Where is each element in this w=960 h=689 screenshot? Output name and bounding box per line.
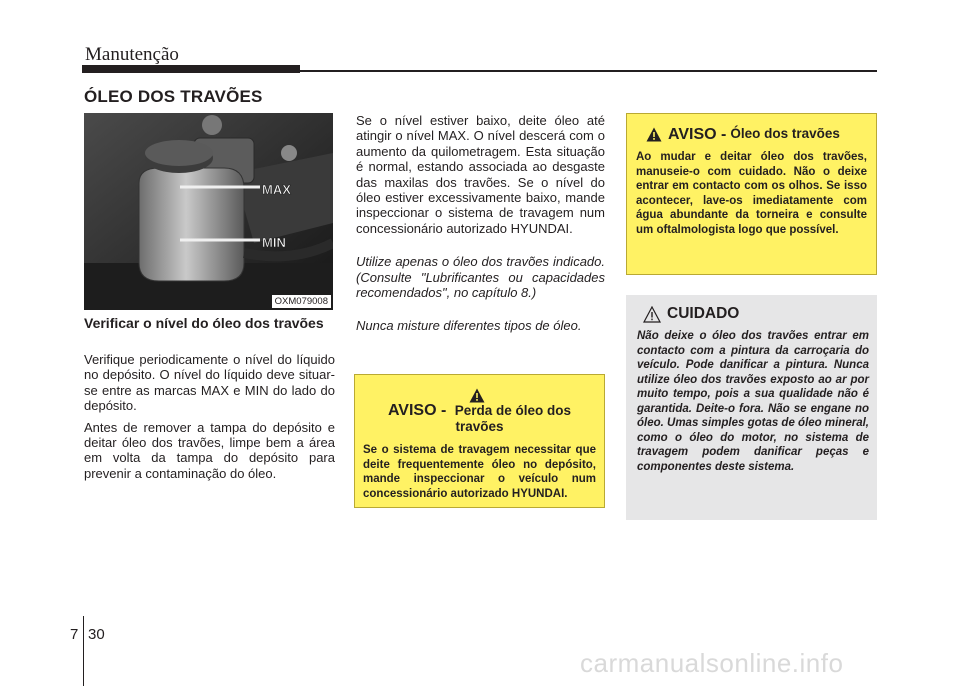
caution-box (626, 295, 877, 520)
warning-text: Ao mudar e deitar óleo dos travões, manuseie-o com cuidado. Não o deixe entrar em contacto com os olhos. Se isso acontecer, lave-os imediatamente com água abundante da torneira e consulte um oftalmologista logo que possível. (636, 151, 867, 236)
subheading: Verificar o nível do óleo dos travões (84, 315, 324, 331)
column-1-text (84, 352, 335, 487)
warning-icon (646, 127, 662, 142)
header-rule (300, 70, 877, 72)
warning-box-brake-fluid (626, 113, 877, 275)
header-bar (82, 65, 300, 73)
paragraph-italic: Utilize apenas o óleo dos travões indicado. (Consulte "Lubrificantes ou capacidades recomendados", no capítulo 8.) (356, 254, 605, 301)
paragraph: Antes de remover a tampa do depósito e deitar óleo dos travões, limpe bem a área em volta da tampa do depósito para prevenir a contaminação do óleo. (84, 419, 335, 481)
caution-heading (637, 305, 869, 323)
paragraph: Verifique periodicamente o nível do líquido no depósito. O nível do líquido deve situar-se entre as marcas MAX e MIN do lado do depósito. (84, 352, 335, 414)
caution-text: Não deixe o óleo dos travões entrar em contacto com a pintura da carroçaria do veículo. Pode danificar a pintura. Nunca utilize óleo dos travões exposto ao ar por muito tempo, pois a sua qualidade não é garantida. Deite-o fora. Não se engane no óleo. Umas simples gotas de óleo mineral, como o óleo do motor, no sistema de travagem podem danificar peças e componentes deste sistema. (637, 330, 869, 473)
watermark: carmanualsonline.info (580, 648, 844, 678)
footer-divider (83, 616, 84, 686)
paragraph-italic: Nunca misture diferentes tipos de óleo. (356, 318, 582, 334)
reservoir-illustration (84, 113, 333, 310)
running-header: Manutenção (85, 44, 179, 65)
column-2-text (356, 113, 605, 340)
section-title: ÓLEO DOS TRAVÕES (84, 87, 263, 106)
warning-text: Se o sistema de travagem necessitar que deite frequentemente óleo no depósito, mande inspeccionar o veículo num concessionário autorizado HYUNDAI. (363, 444, 596, 500)
warning-label: AVISO - (668, 126, 727, 143)
min-mark-label: MIN (262, 235, 286, 250)
warning-subject: Óleo dos travões (730, 126, 840, 141)
caution-label: CUIDADO (667, 305, 740, 322)
warning-subject: Perda de óleo dos travões (454, 403, 572, 434)
warning-heading (636, 126, 867, 144)
warning-heading (363, 387, 596, 435)
caution-icon (643, 306, 661, 323)
paragraph: Se o nível estiver baixo, deite óleo até atingir o nível MAX. O nível descerá com o aumento da quilometragem. Esta situação é normal, estando associada ao desgaste das maxilas dos travões. Se o nível do óleo estiver excessivamente baixo, mande inspeccionar o sistema de travagem num concessionário autorizado HYUNDAI. (356, 113, 605, 236)
warning-icon (469, 388, 485, 403)
warning-label: AVISO - (387, 402, 447, 419)
chapter-number: 7 (70, 626, 79, 643)
photo-code: OXM079008 (272, 295, 331, 308)
max-mark-label: MAX (262, 182, 291, 197)
reservoir-photo (84, 113, 333, 310)
page-number: 30 (88, 626, 105, 643)
warning-box-fluid-loss (354, 374, 605, 508)
